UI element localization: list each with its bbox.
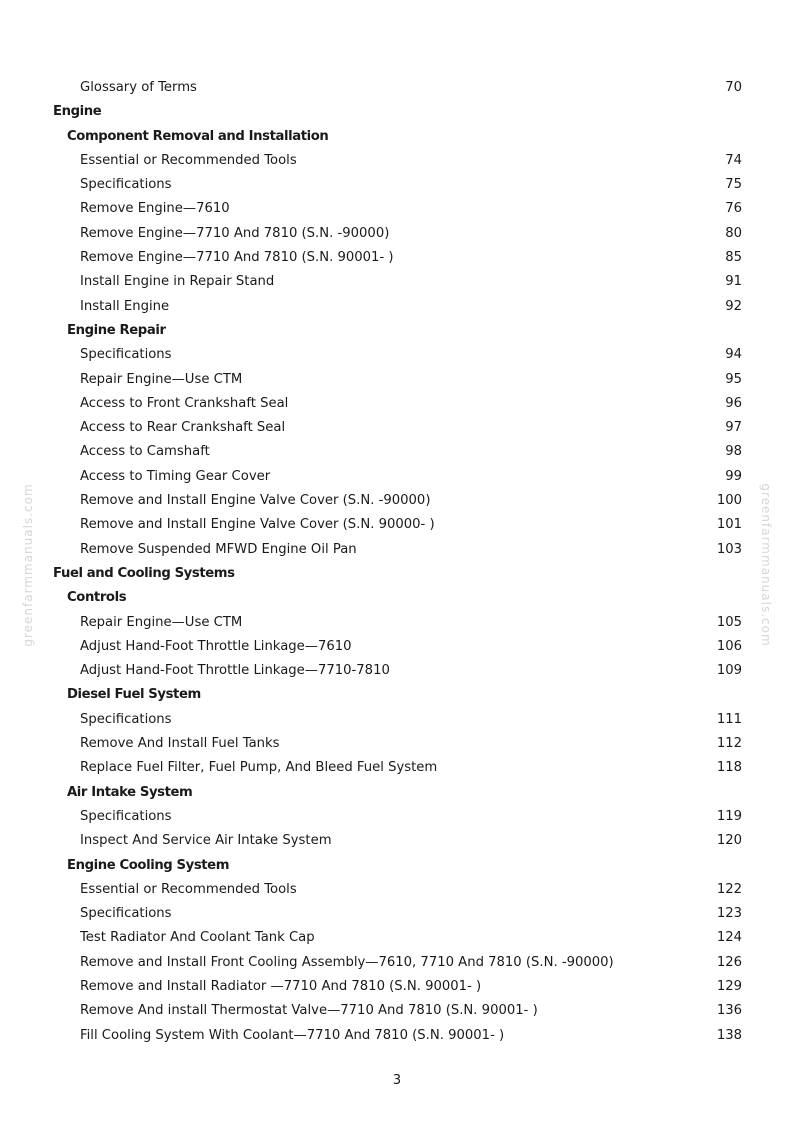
toc-page-number: 70 (725, 80, 742, 95)
toc-entry[interactable] (0, 756, 794, 780)
toc-page-number: 101 (716, 517, 742, 533)
toc-entry[interactable] (0, 392, 794, 416)
toc-subsection-title: Controls (67, 590, 127, 606)
toc-entry-title: Glossary of Terms (80, 80, 197, 95)
toc-page-number: 80 (725, 225, 742, 241)
toc-entry-title: Remove Engine—7610 (80, 201, 230, 217)
toc-entry-title: Remove Engine—7710 And 7810 (S.N. 90001- ) (80, 250, 394, 266)
toc-entry-title: Test Radiator And Coolant Tank Cap (80, 930, 315, 946)
toc-section-title: Engine (53, 104, 102, 120)
toc-page-number: 97 (725, 420, 742, 436)
watermark-left: greenfarmmanuals.com (21, 483, 35, 647)
toc-entry[interactable] (0, 295, 794, 319)
toc-page-number: 111 (716, 711, 742, 727)
toc-page-number: 98 (725, 444, 742, 460)
toc-entry-title: Access to Rear Crankshaft Seal (80, 420, 286, 436)
toc-entry-title: Specifications (80, 177, 172, 193)
toc-entry[interactable] (0, 246, 794, 270)
toc-page-number: 119 (716, 808, 742, 824)
toc-page-number: 75 (725, 177, 742, 193)
toc-page-number: 95 (725, 371, 742, 387)
toc-entry[interactable] (0, 659, 794, 683)
toc-entry-title: Remove And Install Fuel Tanks (80, 736, 280, 752)
toc-page-number: 126 (716, 954, 742, 970)
toc-subsection (0, 683, 794, 707)
toc-page-number: 109 (716, 663, 742, 679)
toc-subsection-title: Air Intake System (67, 784, 193, 800)
toc-entry[interactable] (0, 465, 794, 489)
toc-entry[interactable] (0, 975, 794, 999)
page-number: 3 (392, 1073, 402, 1088)
toc-page-number: 94 (725, 347, 742, 363)
toc-subsection (0, 125, 794, 149)
watermark-right: greenfarmmanuals.com (759, 483, 773, 647)
toc-entry[interactable] (0, 197, 794, 221)
toc-entry[interactable] (0, 951, 794, 975)
toc-subsection-title: Diesel Fuel System (67, 687, 201, 703)
toc-entry[interactable] (0, 76, 794, 100)
toc-entry-title: Remove Engine—7710 And 7810 (S.N. -90000) (80, 225, 390, 241)
toc-section-title: Fuel and Cooling Systems (53, 565, 235, 581)
toc-entry[interactable] (0, 489, 794, 513)
toc-entry[interactable] (0, 343, 794, 367)
toc-entry[interactable] (0, 149, 794, 173)
toc-subsection-title: Engine Cooling System (67, 857, 230, 873)
toc-entry[interactable] (0, 222, 794, 246)
toc-page-number: 103 (716, 541, 742, 557)
toc-section (0, 562, 794, 586)
toc-subsection (0, 781, 794, 805)
toc-entry-title: Adjust Hand-Foot Throttle Linkage—7610 (80, 638, 352, 654)
toc-page-number: 91 (725, 274, 742, 290)
toc-entry[interactable] (0, 732, 794, 756)
toc-page-number: 100 (716, 493, 742, 509)
toc-page-number: 120 (716, 833, 742, 849)
toc-page-number: 136 (716, 1003, 742, 1019)
toc-entry-title: Remove Suspended MFWD Engine Oil Pan (80, 541, 357, 557)
toc-entry[interactable] (0, 368, 794, 392)
toc-entry-title: Remove And install Thermostat Valve—7710 And 7810 (S.N. 90001- ) (80, 1003, 538, 1019)
toc-entry[interactable] (0, 926, 794, 950)
toc-page-number: 96 (725, 395, 742, 411)
toc-entry[interactable] (0, 635, 794, 659)
toc-entry[interactable] (0, 829, 794, 853)
toc-page-number: 92 (725, 298, 742, 314)
toc-entry-title: Repair Engine—Use CTM (80, 614, 243, 630)
toc-entry-title: Remove and Install Radiator —7710 And 7810 (S.N. 90001- ) (80, 978, 482, 994)
toc-entry-title: Specifications (80, 906, 172, 922)
toc-entry-title: Fill Cooling System With Coolant—7710 And 7810 (S.N. 90001- ) (80, 1027, 505, 1043)
toc-entry-title: Repair Engine—Use CTM (80, 371, 243, 387)
toc-page-number: 118 (716, 760, 742, 776)
toc-entry[interactable] (0, 538, 794, 562)
toc-entry-title: Install Engine in Repair Stand (80, 274, 275, 290)
toc-entry-title: Inspect And Service Air Intake System (80, 833, 332, 849)
toc-entry-title: Access to Front Crankshaft Seal (80, 395, 289, 411)
toc-section (0, 100, 794, 124)
toc-entry-title: Specifications (80, 711, 172, 727)
toc-subsection (0, 586, 794, 610)
toc-entry[interactable] (0, 173, 794, 197)
toc-entry[interactable] (0, 999, 794, 1023)
toc-page-number: 112 (716, 736, 742, 752)
toc-subsection-title: Engine Repair (67, 322, 166, 338)
toc-entry-title: Install Engine (80, 298, 170, 314)
toc-subsection (0, 854, 794, 878)
toc-entry-title: Remove and Install Engine Valve Cover (S.N. 90000- ) (80, 517, 435, 533)
toc-page-number: 105 (716, 614, 742, 630)
toc-entry[interactable] (0, 708, 794, 732)
toc-entry-title: Replace Fuel Filter, Fuel Pump, And Bleed Fuel System (80, 760, 438, 776)
toc-entry-title: Remove and Install Engine Valve Cover (S.N. -90000) (80, 493, 431, 509)
toc-entry[interactable] (0, 805, 794, 829)
toc-page-number: 123 (716, 906, 742, 922)
toc-page-number: 106 (716, 638, 742, 654)
toc-page-number: 129 (716, 978, 742, 994)
toc-entry[interactable] (0, 270, 794, 294)
toc-entry-title: Adjust Hand-Foot Throttle Linkage—7710-7810 (80, 663, 390, 679)
toc-entry[interactable] (0, 440, 794, 464)
toc-subsection-title: Component Removal and Installation (67, 128, 329, 144)
toc-entry-title: Specifications (80, 808, 172, 824)
toc-entry-title: Access to Camshaft (80, 444, 210, 460)
table-of-contents (0, 76, 794, 1048)
toc-entry-title: Access to Timing Gear Cover (80, 468, 271, 484)
toc-entry[interactable] (0, 878, 794, 902)
toc-page-number: 122 (716, 881, 742, 897)
toc-entry[interactable] (0, 902, 794, 926)
toc-entry[interactable] (0, 416, 794, 440)
toc-page-number: 74 (725, 152, 742, 168)
toc-page-number: 138 (716, 1027, 742, 1043)
toc-entry-title: Essential or Recommended Tools (80, 152, 297, 168)
toc-page-number: 99 (725, 468, 742, 484)
toc-entry-title: Essential or Recommended Tools (80, 881, 297, 897)
toc-page-number: 124 (716, 930, 742, 946)
toc-page-number: 85 (725, 250, 742, 266)
toc-entry[interactable] (0, 1024, 794, 1048)
toc-entry-title: Specifications (80, 347, 172, 363)
toc-entry[interactable] (0, 513, 794, 537)
toc-page-number: 76 (725, 201, 742, 217)
toc-entry[interactable] (0, 611, 794, 635)
toc-subsection (0, 319, 794, 343)
toc-entry-title: Remove and Install Front Cooling Assembly—7610, 7710 And 7810 (S.N. -90000) (80, 954, 614, 970)
